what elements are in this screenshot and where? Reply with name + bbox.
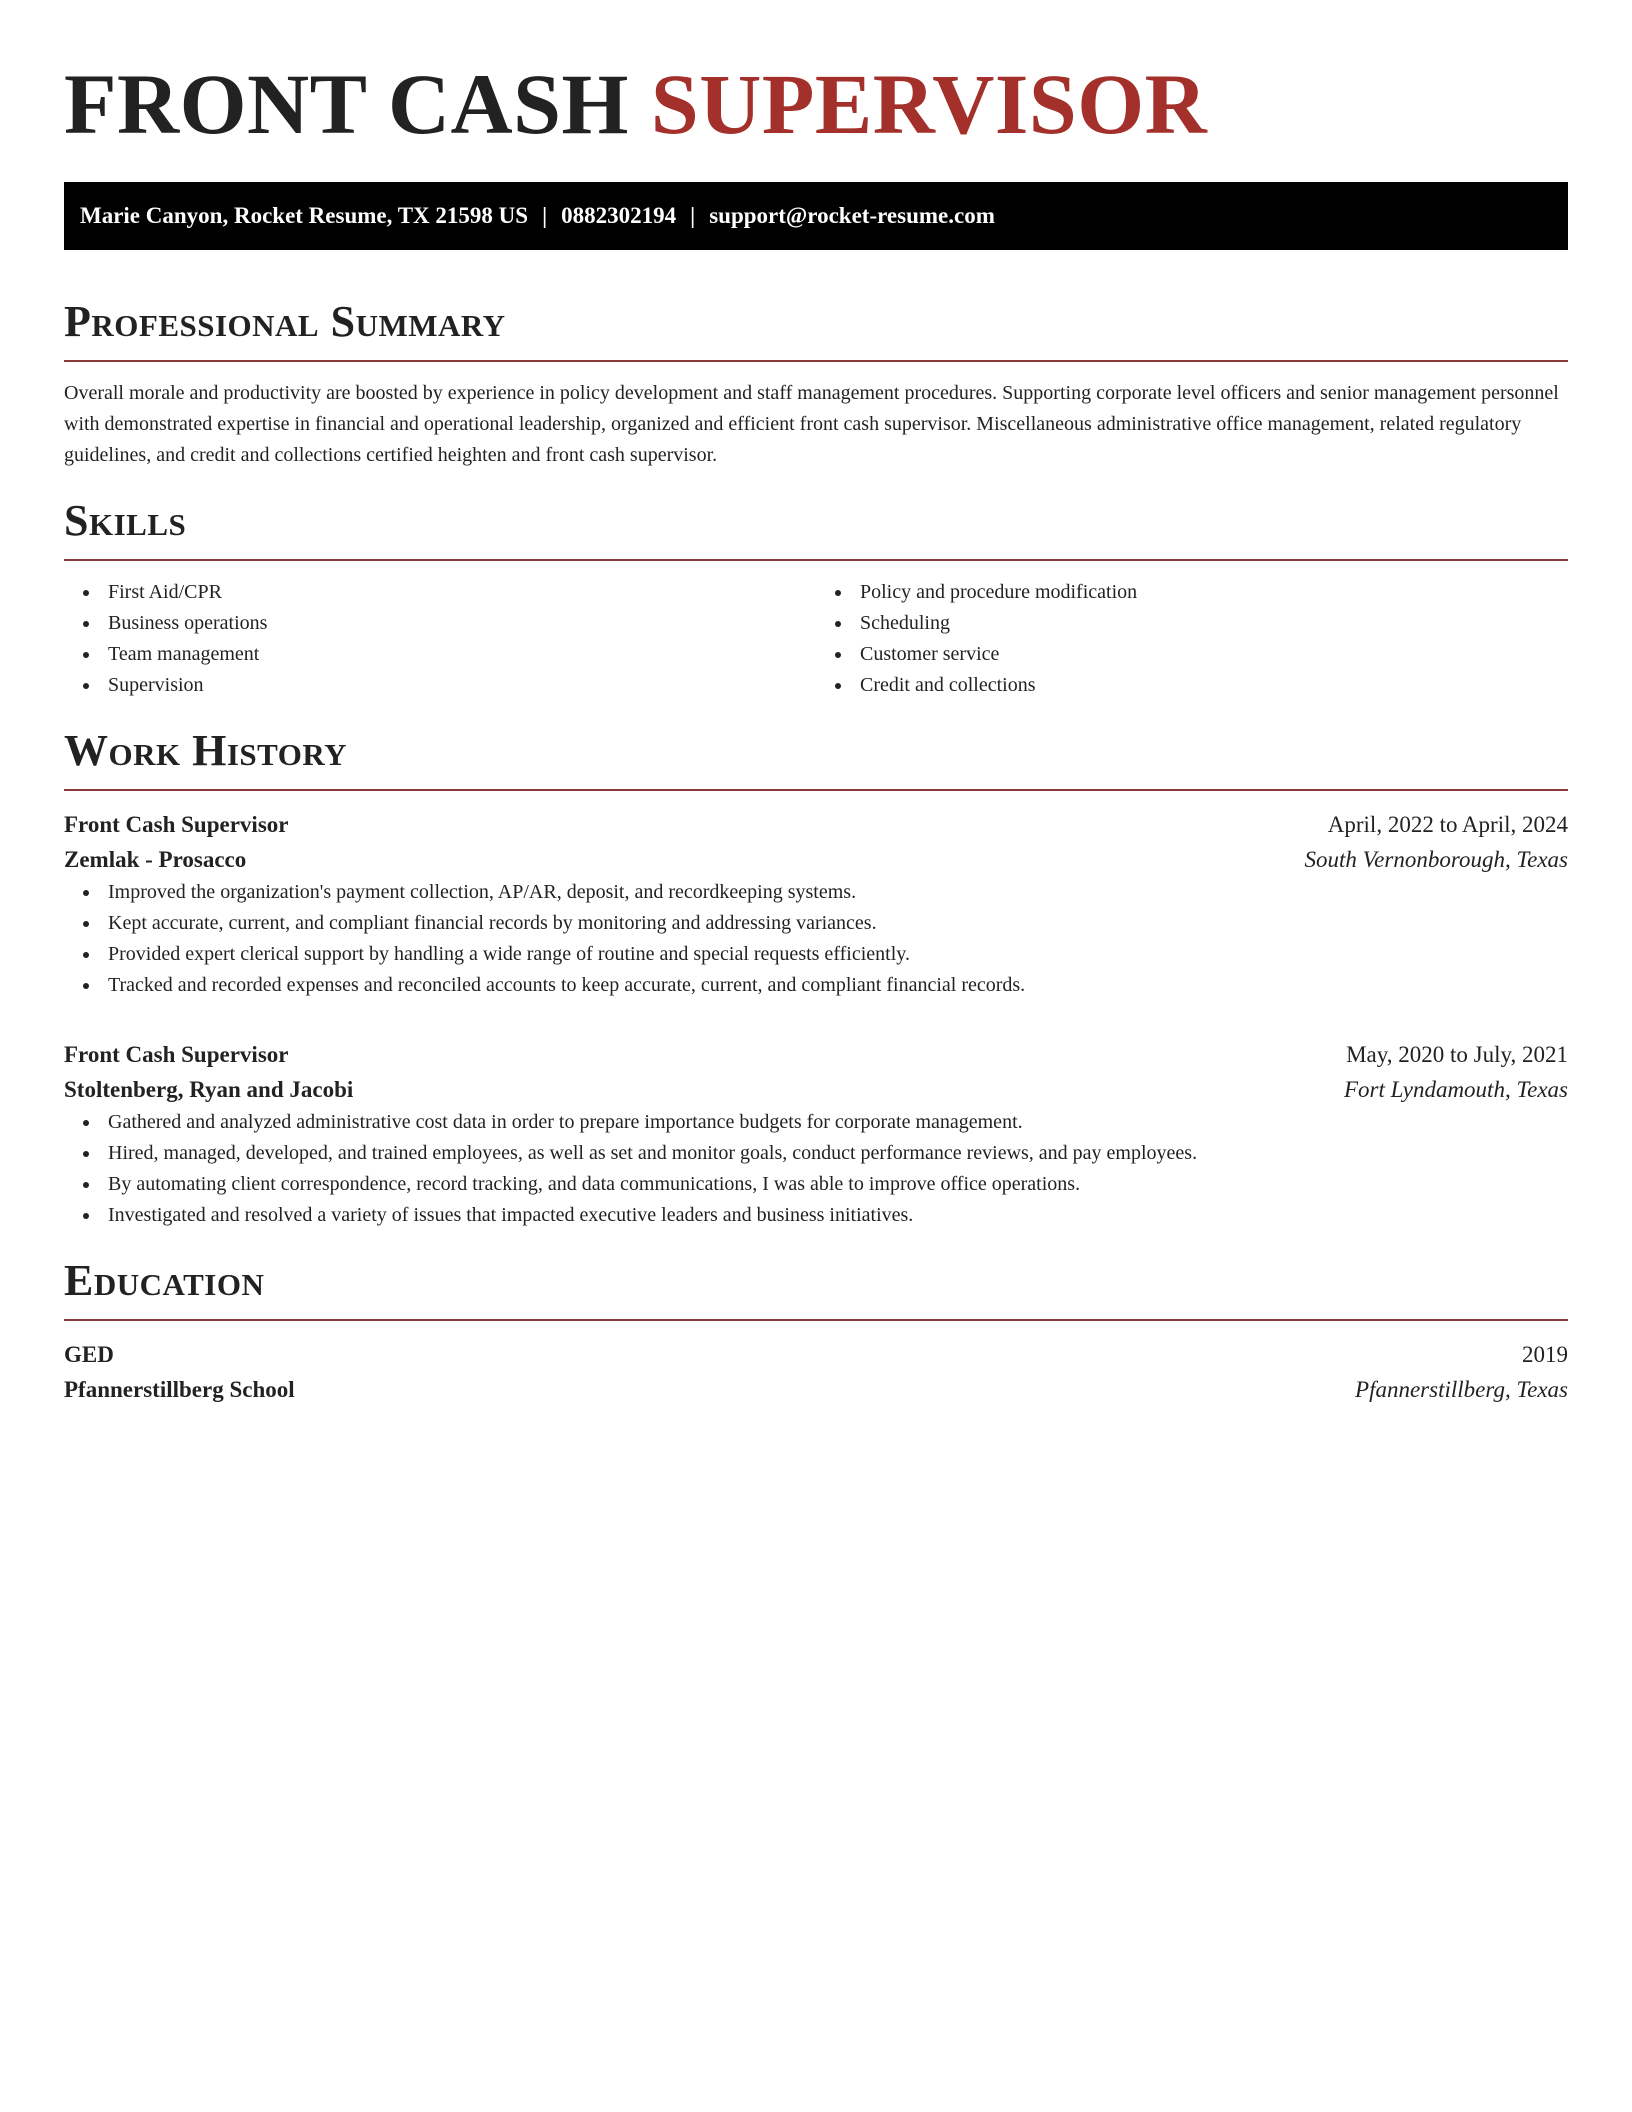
job-location: South Vernonborough, Texas [1304, 847, 1568, 872]
job-bullet: Gathered and analyzed administrative cost data in order to prepare importance budgets for corporate management. [64, 1107, 1568, 1138]
skills-grid [64, 577, 1568, 701]
skill-item: First Aid/CPR [64, 577, 816, 608]
job-bullet: By automating client correspondence, record tracking, and data communications, I was able to improve office operations. [64, 1169, 1568, 1200]
job-entry [64, 807, 1568, 1001]
contact-address: Marie Canyon, Rocket Resume, TX 21598 US [80, 203, 529, 228]
job-entry [64, 1037, 1568, 1231]
job-company-row [64, 842, 1568, 877]
job-company: Zemlak - Prosacco [64, 847, 247, 872]
job-company: Stoltenberg, Ryan and Jacobi [64, 1077, 354, 1102]
section-divider [64, 789, 1568, 791]
skill-item: Customer service [816, 639, 1568, 670]
skill-item: Policy and procedure modification [816, 577, 1568, 608]
job-dates: April, 2022 to April, 2024 [1327, 812, 1568, 837]
resume-title-main: FRONT CASH [64, 56, 629, 152]
resume-title [64, 54, 1568, 154]
section-divider [64, 559, 1568, 561]
job-bullet: Hired, managed, developed, and trained employees, as well as set and monitor goals, conduct performance reviews, and pay employees. [64, 1138, 1568, 1169]
section-divider [64, 1319, 1568, 1321]
education-entry [64, 1337, 1568, 1407]
education-school-row [64, 1372, 1568, 1407]
skill-item: Business operations [64, 608, 816, 639]
skills-list-right [816, 577, 1568, 701]
education-school: Pfannerstillberg School [64, 1377, 295, 1402]
job-title: Front Cash Supervisor [64, 812, 289, 837]
job-bullet: Improved the organization's payment collection, AP/AR, deposit, and recordkeeping systems. [64, 877, 1568, 908]
job-company-row [64, 1072, 1568, 1107]
skill-item: Supervision [64, 670, 816, 701]
contact-bar [64, 182, 1568, 250]
job-bullet: Tracked and recorded expenses and reconciled accounts to keep accurate, current, and compliant financial records. [64, 970, 1568, 1001]
summary-text: Overall morale and productivity are boosted by experience in policy development and staff management procedures. Supporting corporate level officers and senior management personnel with demonstrated expertise in financial and operational leadership, organized and efficient front cash supervisor. Miscellaneous administrative office management, related regulatory guidelines, and credit and collections certified heighten and front cash supervisor. [64, 382, 1559, 466]
work-history-heading: Work History [64, 726, 348, 775]
job-bullet: Kept accurate, current, and compliant financial records by monitoring and addressing variances. [64, 908, 1568, 939]
job-bullet: Investigated and resolved a variety of issues that impacted executive leaders and business initiatives. [64, 1200, 1568, 1231]
job-dates: May, 2020 to July, 2021 [1346, 1042, 1568, 1067]
skills-list-left [64, 577, 816, 701]
contact-email: support@rocket-resume.com [709, 203, 995, 228]
resume-title-accent: SUPERVISOR [650, 56, 1208, 152]
job-header-row [64, 807, 1568, 842]
education-heading: Education [64, 1256, 265, 1305]
job-bullets [64, 877, 1568, 1001]
section-divider [64, 360, 1568, 362]
skills-section [64, 495, 1568, 701]
job-location: Fort Lyndamouth, Texas [1343, 1077, 1568, 1102]
job-bullets [64, 1107, 1568, 1231]
education-section [64, 1255, 1568, 1407]
education-location: Pfannerstillberg, Texas [1355, 1377, 1568, 1402]
skill-item: Scheduling [816, 608, 1568, 639]
skills-heading: Skills [64, 496, 187, 545]
education-degree: GED [64, 1342, 114, 1367]
work-history-section [64, 725, 1568, 1231]
job-bullet: Provided expert clerical support by handling a wide range of routine and special requests efficiently. [64, 939, 1568, 970]
contact-separator: | [690, 203, 696, 228]
education-year: 2019 [1522, 1342, 1568, 1367]
job-title: Front Cash Supervisor [64, 1042, 289, 1067]
skill-item: Team management [64, 639, 816, 670]
summary-heading: Professional Summary [64, 297, 506, 346]
contact-separator: | [542, 203, 548, 228]
job-header-row [64, 1037, 1568, 1072]
contact-phone: 0882302194 [561, 203, 677, 228]
skill-item: Credit and collections [816, 670, 1568, 701]
education-degree-row [64, 1337, 1568, 1372]
summary-section [64, 296, 1568, 471]
